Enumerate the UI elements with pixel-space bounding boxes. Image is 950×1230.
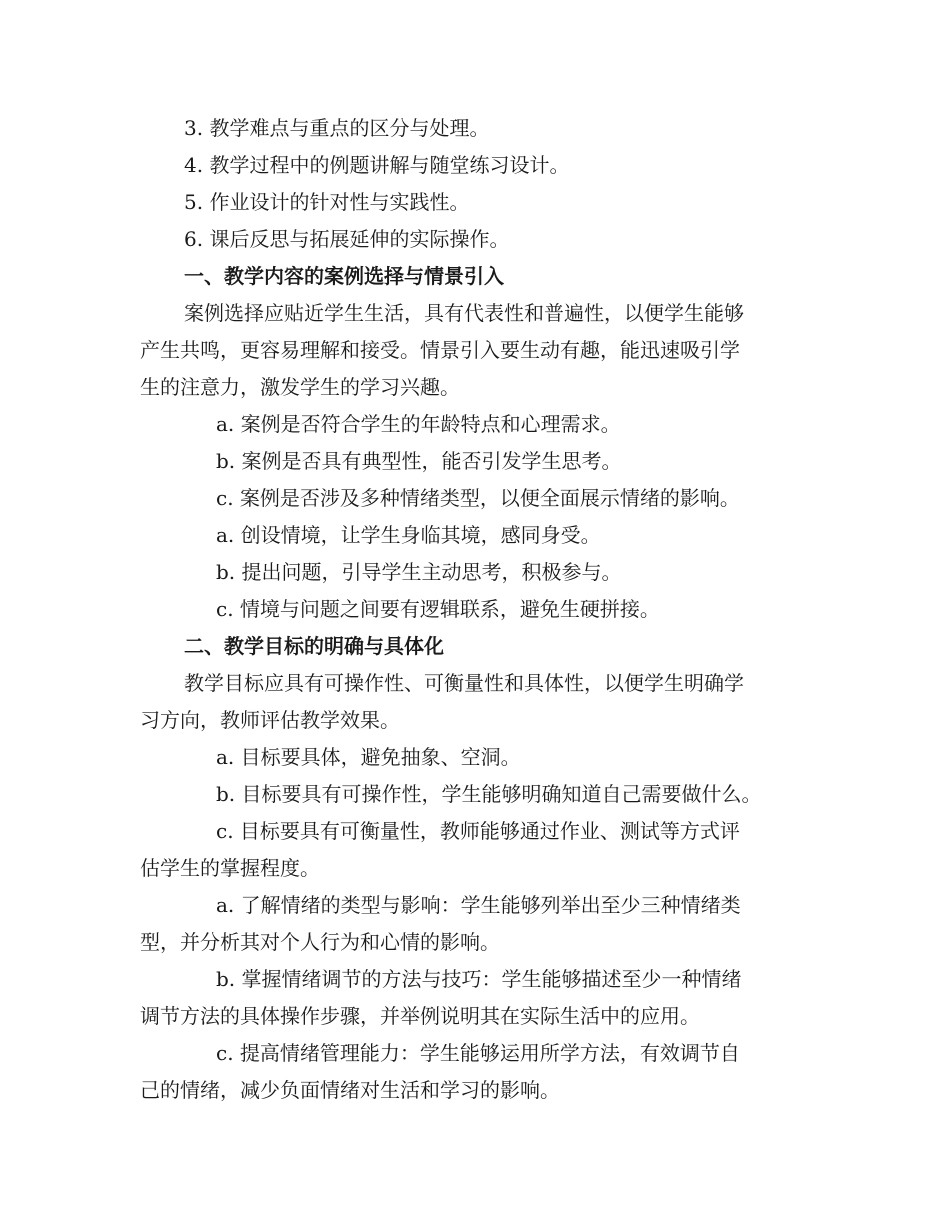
sub-item: [140, 591, 810, 628]
goal-item: [140, 1035, 810, 1072]
item-text: 案例是否符合学生的年龄特点和心理需求。: [240, 412, 621, 436]
item-text: 目标要具有可衡量性，教师能够通过作业、测试等方式评: [239, 819, 740, 843]
paragraph-line: 习方向，教师评估教学效果。: [140, 708, 400, 732]
goal-item: [140, 961, 810, 998]
paragraph-line: 教学目标应具有可操作性、可衡量性和具体性，以便学生明确学: [184, 671, 744, 695]
sub-item: [140, 517, 810, 554]
list-text: 教学过程中的例题讲解与随堂练习设计。: [209, 153, 570, 177]
sub-item: [140, 813, 810, 850]
item-mark: c.: [216, 597, 234, 621]
item-mark: c.: [216, 486, 234, 510]
item-text: 情境与问题之间要有逻辑联系，避免生硬拼接。: [239, 597, 660, 621]
list-item-6: [140, 221, 810, 258]
list-item-4: [140, 147, 810, 184]
item-mark: c.: [216, 1041, 234, 1065]
list-item-5: [140, 184, 810, 221]
paragraph-line: 调节方法的具体操作步骤，并举例说明其在实际生活中的应用。: [140, 1004, 700, 1028]
sub-item: [140, 554, 810, 591]
item-text: 提出问题，引导学生主动思考，积极参与。: [241, 560, 622, 584]
item-text: 提高情绪管理能力：学生能够运用所学方法，有效调节自: [239, 1041, 740, 1065]
list-item-3: [140, 110, 810, 147]
item-mark: c.: [216, 819, 234, 843]
list-text: 教学难点与重点的区分与处理。: [209, 116, 490, 140]
list-number: 4.: [184, 153, 204, 177]
item-text: 了解情绪的类型与影响：学生能够列举出至少三种情绪类: [240, 893, 741, 917]
item-mark: b.: [216, 967, 236, 991]
section-heading-1: 一、教学内容的案例选择与情景引入: [184, 264, 504, 288]
sub-item: [140, 776, 810, 813]
paragraph-line: 案例选择应贴近学生生活，具有代表性和普遍性，以便学生能够: [184, 301, 744, 325]
item-mark: a.: [216, 893, 235, 917]
list-text: 作业设计的针对性与实践性。: [209, 190, 470, 214]
goal-item: [140, 887, 810, 924]
list-text: 课后反思与拓展延伸的实际操作。: [209, 227, 510, 251]
sub-item: [140, 443, 810, 480]
item-text: 案例是否涉及多种情绪类型，以便全面展示情绪的影响。: [239, 486, 740, 510]
paragraph-line: 己的情绪，减少负面情绪对生活和学习的影响。: [140, 1078, 560, 1102]
paragraph-line: 产生共鸣，更容易理解和接受。情景引入要生动有趣，能迅速吸引学: [140, 338, 740, 362]
sub-item: [140, 739, 810, 776]
item-text: 案例是否具有典型性，能否引发学生思考。: [241, 449, 622, 473]
sub-item: [140, 406, 810, 443]
item-mark: a.: [216, 523, 235, 547]
item-text: 目标要具体，避免抽象、空洞。: [240, 745, 521, 769]
section-heading-2: 二、教学目标的明确与具体化: [184, 634, 444, 658]
item-mark: b.: [216, 782, 236, 806]
item-mark: b.: [216, 560, 236, 584]
paragraph-line: 生的注意力，激发学生的学习兴趣。: [140, 375, 460, 399]
item-mark: b.: [216, 449, 236, 473]
sub-item: [140, 480, 810, 517]
paragraph-line: 估学生的掌握程度。: [140, 856, 320, 880]
item-text: 目标要具有可操作性，学生能够明确知道自己需要做什么。: [241, 782, 762, 806]
item-mark: a.: [216, 412, 235, 436]
list-number: 3.: [184, 116, 204, 140]
item-text: 创设情境，让学生身临其境，感同身受。: [240, 523, 601, 547]
item-mark: a.: [216, 745, 235, 769]
item-text: 掌握情绪调节的方法与技巧：学生能够描述至少一种情绪: [241, 967, 742, 991]
document-body: [140, 110, 810, 1109]
list-number: 6.: [184, 227, 204, 251]
list-number: 5.: [184, 190, 204, 214]
paragraph-line: 型，并分析其对个人行为和心情的影响。: [140, 930, 500, 954]
